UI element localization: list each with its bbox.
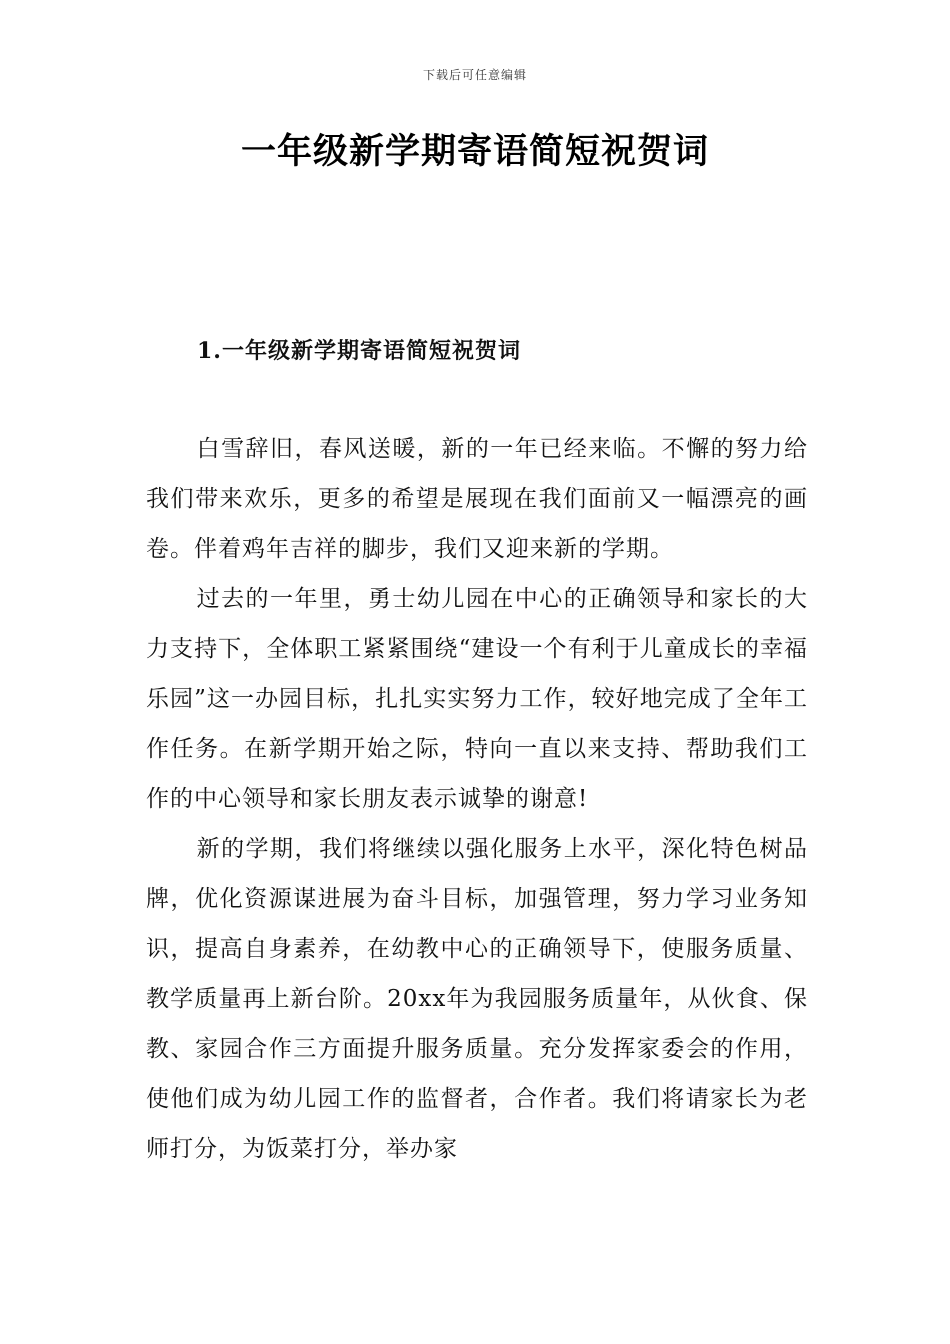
section-heading: 1.一年级新学期寄语简短祝贺词 (197, 338, 521, 364)
body-text (146, 424, 808, 1174)
header-note: 下载后可任意编辑 (422, 68, 527, 82)
paragraph: 新的学期，我们将继续以强化服务上水平，深化特色树品牌，优化资源谋进展为奋斗目标，加强管理，努力学习业务知识，提高自身素养，在幼教中心的正确领导下，使服务质量、教学质量再上新台阶。20xx年为我园服务质量年，从伙食、保教、家园合作三方面提升服务质量。充分发挥家委会的作用，使他们成为幼儿园工作的监督者，合作者。我们将请家长为老师打分，为饭菜打分，举办家 (146, 836, 808, 1162)
paragraph: 白雪辞旧，春风送暖，新的一年已经来临。不懈的努力给我们带来欢乐，更多的希望是展现在我们面前又一幅漂亮的画卷。伴着鸡年吉祥的脚步，我们又迎来新的学期。 (146, 436, 808, 562)
document-title: 一年级新学期寄语简短祝贺词 (240, 132, 709, 172)
paragraph: 过去的一年里，勇士幼儿园在中心的正确领导和家长的大力支持下，全体职工紧紧围绕“建设一个有利于儿童成长的幸福乐园”这一办园目标，扎扎实实努力工作，较好地完成了全年工作任务。在新学期开始之际，特向一直以来支持、帮助我们工作的中心领导和家长朋友表示诚挚的谢意! (146, 586, 808, 812)
